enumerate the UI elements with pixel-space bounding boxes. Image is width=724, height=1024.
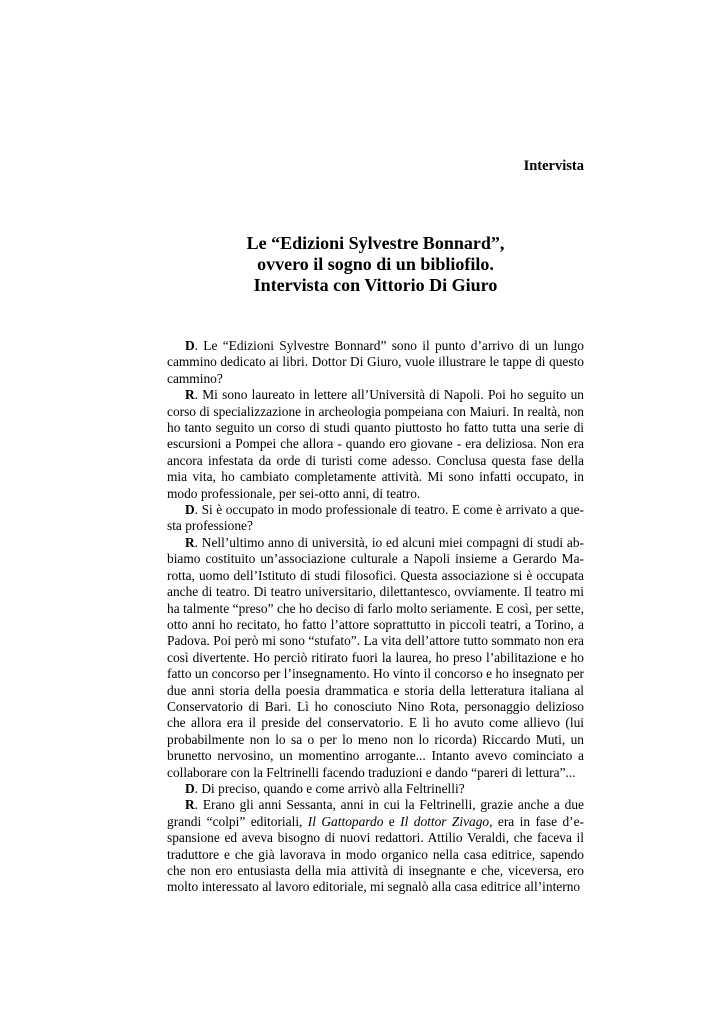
speaker-label: R xyxy=(185,387,195,403)
book-title: Il dottor Zivago xyxy=(400,813,490,829)
paragraph-answer: R. Erano gli anni Sessanta, anni in cui la Feltrinelli, grazie anche a due grandi “colpi” editoriali, Il Gattopardo e Il dottor Zivago, era in fase d’espansione ed aveva bisogno di nuovi redattori. Attilio Veraldi, che faceva il traduttore e che già lavorava in modo organico nella casa editrice, sapendo che non ero entusiasta della mia attività di insegnante e che, viceversa, ero molto interessato al lavoro editoriale, mi segnalò alla casa editrice all’interno xyxy=(167,797,585,895)
speaker-label: D xyxy=(185,338,195,353)
paragraph-question: D. Le “Edizioni Sylvestre Bonnard” sono il punto d’arrivo di un lungo cammino dedicato ai libri. Dottor Di Giuro, vuole illustrare le tappe di questo cammino? xyxy=(167,338,584,386)
paragraph-text: , era in fase d’espansione ed aveva bisogno di nuovi redattori. Attilio Veraldi, che faceva il traduttore e che già lavorava in modo organico nella casa editrice, sapendo che non ero entusiasta della mia attività di insegnante e che, viceversa, ero molto interessato al lavoro editoriale, mi segnalò alla casa editrice all’interno xyxy=(167,813,585,895)
speaker-label: R xyxy=(185,797,195,813)
paragraph-text: Nell’ultimo anno di università, io ed alcuni miei compagni di studi abbiamo costituito un’associazione culturale a Napoli insieme a Gerardo Marotta, uomo dell’Istituto di studi filosofici. Questa associazione si è occupata anche di teatro. Di teatro universitario, dilettantesco, ovviamente. Il teatro mi ha talmente “preso” che ho deciso di farlo molto seriamente. E così, per sette, otto anni ho recitato, ho fatto l’attore soprattutto in piccoli teatri, a Torino, a Padova. Poi però mi sono “stufato”. La vita dell’attore tutto sommato non era così divertente. Ho perciò ritirato fuori la laurea, ho preso l’abilitazione e ho fatto un concorso per l’insegnamento. Ho vinto il concorso e ho insegnato per due anni storia della poesia drammatica e storia della letteratura italiana al Conservatorio di Bari. Lì ho conosciuto Nino Rota, personaggio delizioso che allora era il preside del conservatorio. E lì ho avuto come allievo (lui probabilmente non lo sa o per lo meno non lo ricorda) Riccardo Muti, un brunetto nervosino, un momentino arrogante... Intanto avevo cominciato a collaborare con la Feltrinelli facendo traduzioni e dando “pareri di lettura”... xyxy=(167,534,584,780)
paragraph-answer: R. Mi sono laureato in lettere all’Università di Napoli. Poi ho seguito un corso di specializzazione in archeologia pompeiana con Maiuri. In realtà, non ho tanto seguito un corso di studi quanto piuttosto ho fatto tutta una serie di escursioni a Pompei che allora - quando ero giovane - era deliziosa. Non era ancora infestata da orde di turisti come adesso. Conclusa questa fase della mia vita, ho cambiato completamente attività. Mi sono infatti occupato, in modo professionale, per sei-otto anni, di teatro. xyxy=(167,387,584,501)
paragraph-text: Di preciso, quando e come arrivò alla Feltrinelli? xyxy=(198,780,465,796)
paragraph-answer: R. Nell’ultimo anno di università, io ed alcuni miei compagni di studi abbiamo costituito un’associazione culturale a Napoli insieme a Gerardo Marotta, uomo dell’Istituto di studi filosofici. Questa associazione si è occupata anche di teatro. Di teatro universitario, dilettantesco, ovviamente. Il teatro mi ha talmente “preso” che ho deciso di farlo molto seriamente. E così, per sette, otto anni ho recitato, ho fatto l’attore soprattutto in piccoli teatri, a Torino, a Padova. Poi però mi sono “stufato”. La vita dell’attore tutto sommato non era così divertente. Ho perciò ritirato fuori la laurea, ho preso l’abilitazione e ho fatto un concorso per l’insegnamento. Ho vinto il concorso e ho insegnato per due anni storia della poesia drammatica e storia della letteratura italiana al Conservatorio di Bari. Lì ho conosciuto Nino Rota, personaggio delizioso che allora era il preside del conservatorio. E lì ho avuto come allievo (lui probabilmente non lo sa o per lo meno non lo ricorda) Riccardo Muti, un brunetto nervosino, un momentino arrogante... Intanto avevo cominciato a collaborare con la Feltrinelli facendo traduzioni e dando “pareri di lettura”... xyxy=(167,534,584,780)
article-title xyxy=(167,233,584,296)
title-line-1: Le “Edizioni Sylvestre Bonnard”, xyxy=(246,233,505,253)
title-line-2: ovvero il sogno di un bibliofilo. xyxy=(257,254,494,274)
section-header: Intervista xyxy=(523,158,584,174)
paragraph-question: D. Si è occupato in modo professionale di teatro. E come è arrivato a questa professione? xyxy=(167,502,584,534)
paragraph-text: Erano gli anni Sessanta, anni in cui la Feltrinelli, grazie anche a due grandi “colpi” editoriali, xyxy=(167,797,584,829)
interview-body xyxy=(167,338,584,896)
paragraph-text: Le “Edizioni Sylvestre Bonnard” sono il punto d’arrivo di un lungo cammino dedicato ai libri. Dottor Di Giuro, vuole illustrare le tappe di questo cammino? xyxy=(167,338,584,386)
book-title: Il Gattopardo xyxy=(307,813,384,829)
speaker-label: R xyxy=(185,534,195,550)
paragraph-text: Mi sono laureato in lettere all’Università di Napoli. Poi ho seguito un corso di specializzazione in archeologia pompeiana con Maiuri. In realtà, non ho tanto seguito un corso di studi quanto piuttosto ho fatto tutta una serie di escursioni a Pompei che allora - quando ero giovane - era deliziosa. Non era ancora infestata da orde di turisti come adesso. Conclusa questa fase della mia vita, ho cambiato completamente attività. Mi sono infatti occupato, in modo professionale, per sei-otto anni, di teatro. xyxy=(167,387,584,501)
paragraph-text: Si è occupato in modo professionale di teatro. E come è arrivato a questa professione? xyxy=(167,502,584,534)
speaker-label: D xyxy=(185,780,195,796)
title-line-3: Intervista con Vittorio Di Giuro xyxy=(253,275,498,295)
paragraph-question: D. Di preciso, quando e come arrivò alla Feltrinelli? xyxy=(185,780,465,796)
speaker-label: D xyxy=(185,502,195,518)
